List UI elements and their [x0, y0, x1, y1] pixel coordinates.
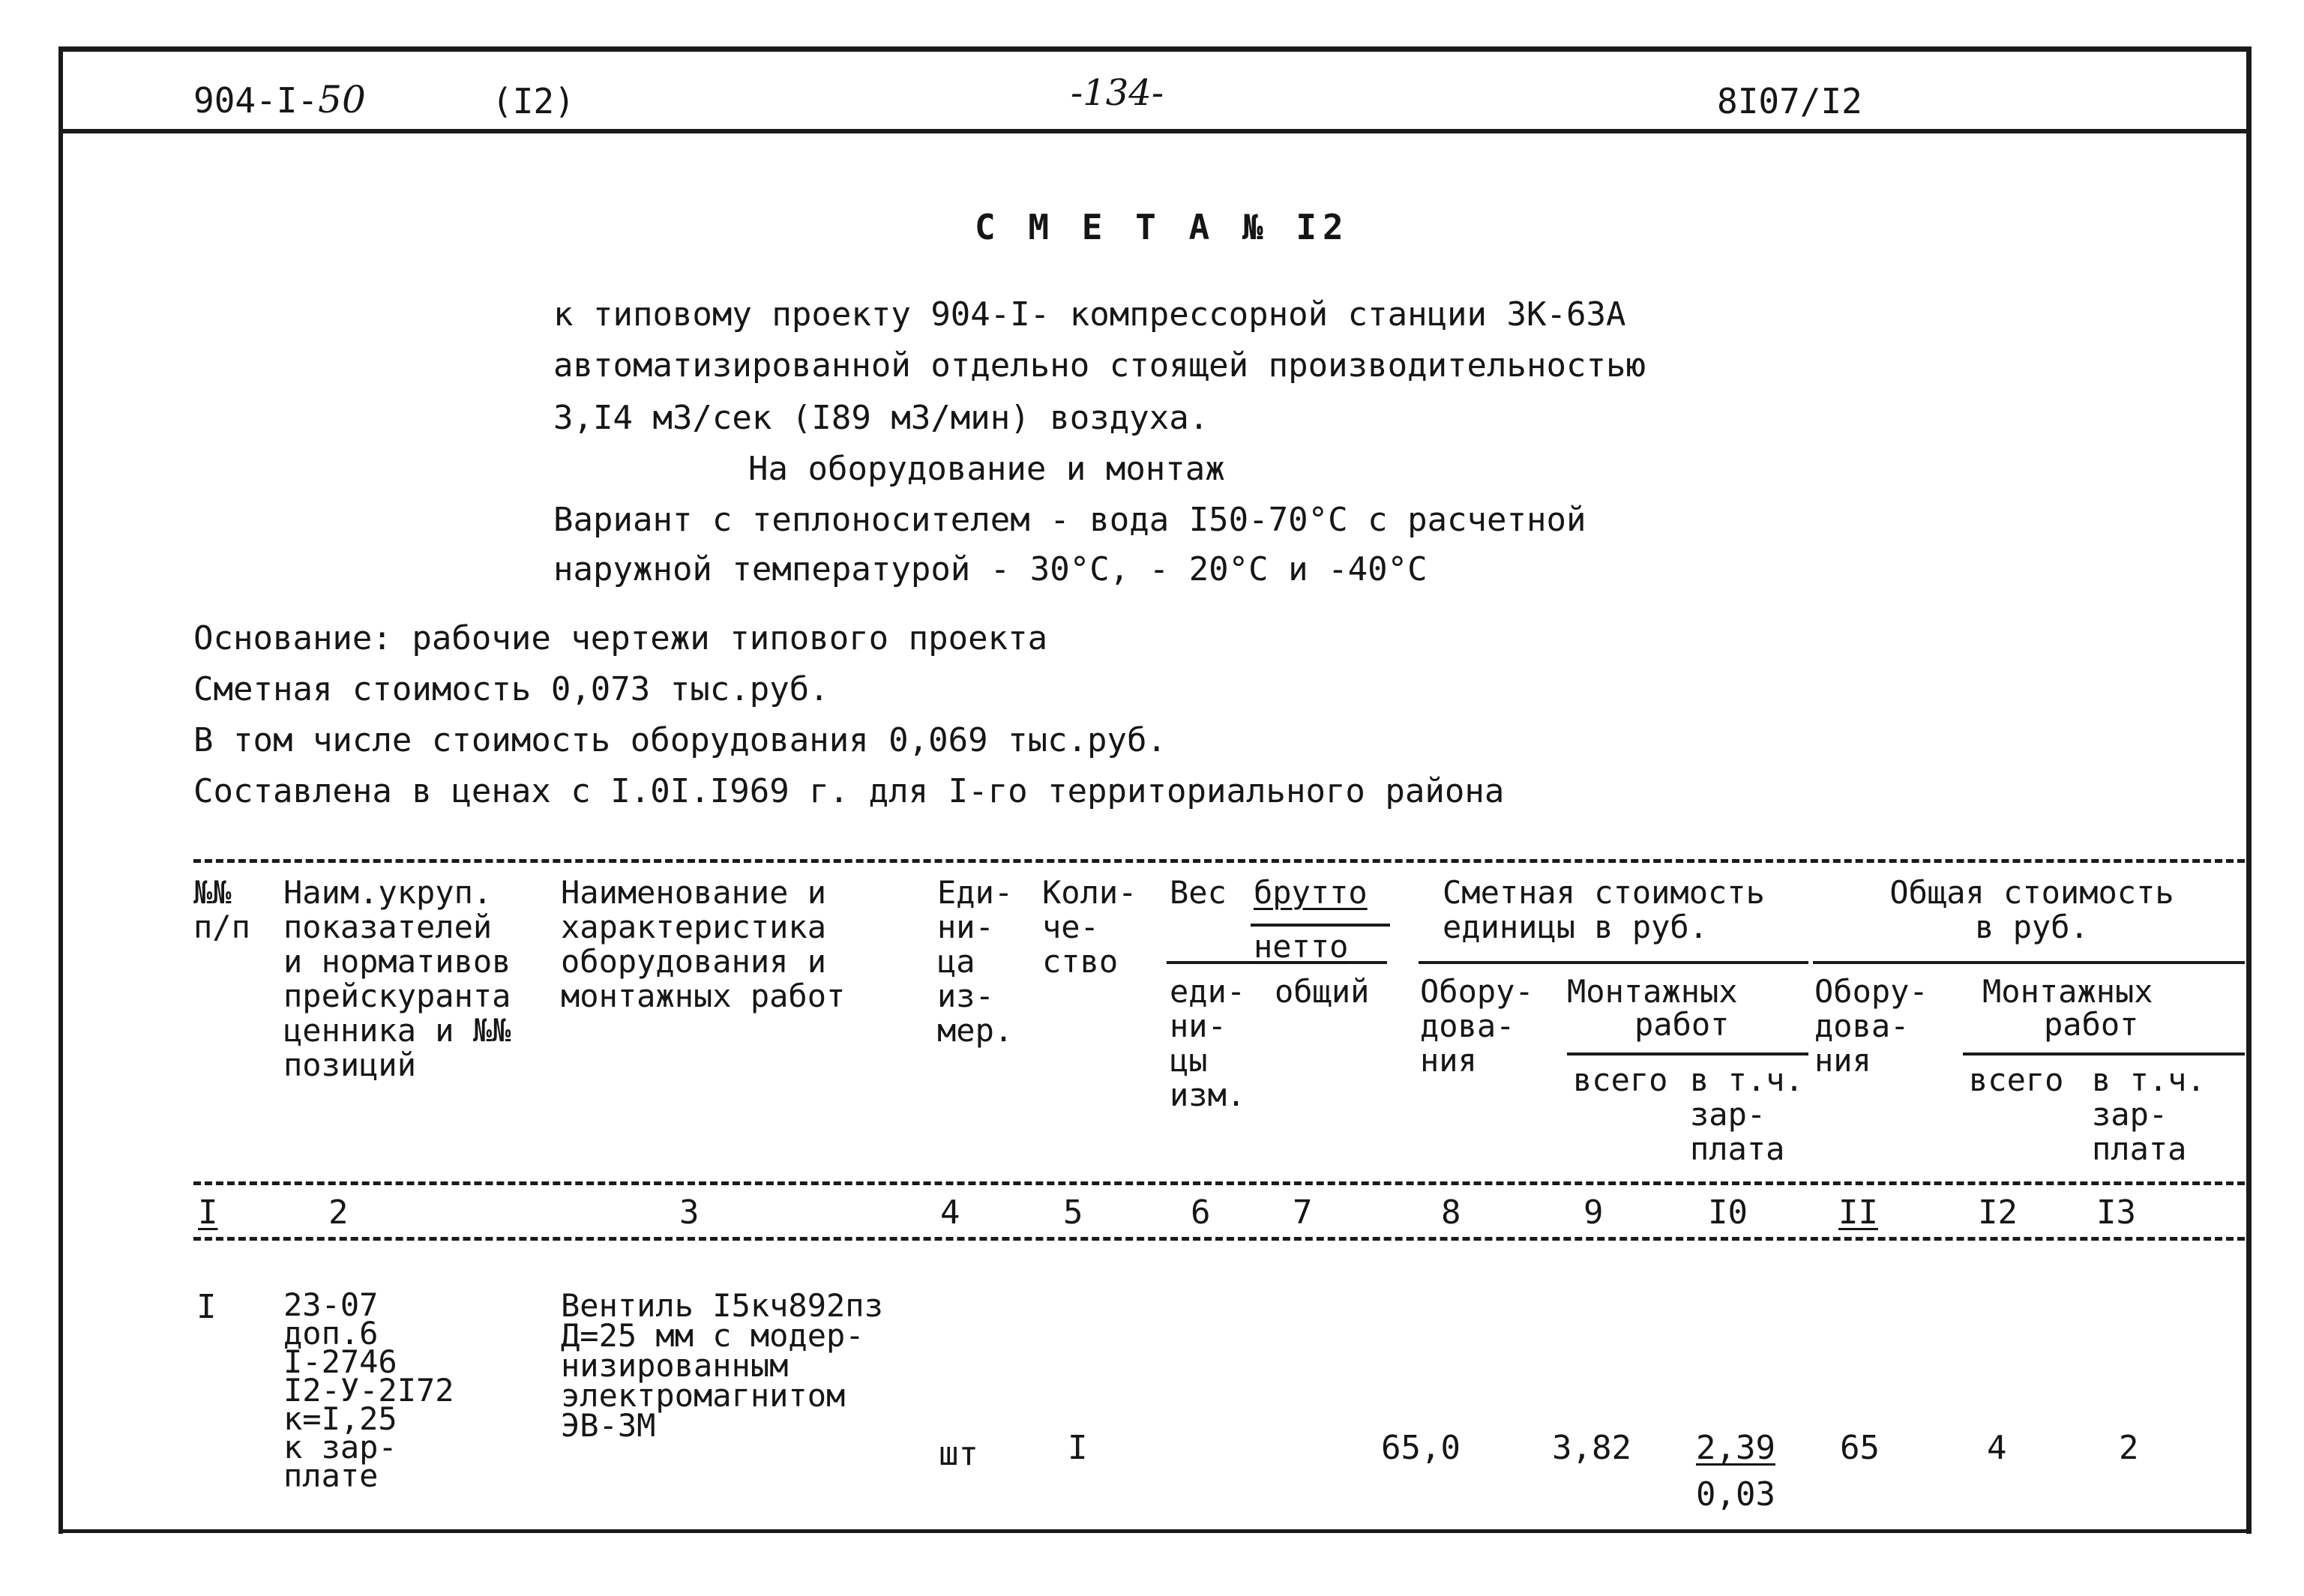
header-total-mount-2: работ	[2044, 1006, 2139, 1043]
colnum-8: 8	[1441, 1193, 1461, 1232]
header-weight-netto: нетто	[1254, 928, 1349, 965]
header-unit-equip: Обору- дова- ния	[1420, 973, 1534, 1079]
total-mount-subrule	[1963, 1053, 2245, 1056]
colnum-13: I3	[2096, 1193, 2136, 1232]
estimated-cost-line: Сметная стоимость 0,073 тыс.руб.	[193, 670, 829, 708]
basis-line: Основание: рабочие чертежи типового проекта	[193, 619, 1048, 657]
total-cost-subrule	[1813, 961, 2245, 964]
title-line-3: 3,I4 м3/сек (I89 м3/мин) воздуха.	[553, 399, 1209, 437]
row-total-mount-wage: 2	[2119, 1429, 2139, 1467]
title-subtitle: На оборудование и монтаж	[748, 450, 1225, 488]
row-total-mount-total: 4	[1987, 1429, 2007, 1467]
header-weight: Вес	[1170, 874, 1227, 911]
page-title: С М Е Т А № I2	[975, 207, 1350, 247]
doc-code-handwritten: 50	[318, 78, 366, 121]
colnum-7: 7	[1293, 1193, 1313, 1232]
header-unit-mount-wage: в т.ч. зар- плата	[1690, 1062, 1804, 1167]
variant-line-1: Вариант с теплоносителем - вода I50-70°С с расчетной	[553, 501, 1586, 539]
colnum-4: 4	[940, 1193, 960, 1232]
table-colnum-bottom-rule	[193, 1237, 2245, 1241]
unit-mount-subrule	[1567, 1053, 1808, 1056]
frame-bottom-border	[58, 1529, 2251, 1533]
header-unit-mount: Монтажных	[1567, 973, 1738, 1010]
colnum-11: II	[1838, 1193, 1878, 1232]
colnum-9: 9	[1583, 1193, 1604, 1232]
title-line-1: к типовому проекту 904-I- компрессорной станции ЗК-63А	[553, 295, 1626, 334]
row-code: 23-07 доп.6 I-2746 I2-У-2I72 к=I,25 к зар- плате	[283, 1286, 454, 1494]
header-unit-mount-2: работ	[1634, 1006, 1730, 1043]
frame-right-border	[2246, 46, 2252, 1534]
doc-part: (I2)	[492, 81, 575, 121]
colnum-6: 6	[1191, 1193, 1211, 1232]
colnum-12: I2	[1978, 1193, 2018, 1232]
row-unit: шт	[939, 1435, 978, 1473]
row-total-equip: 65	[1840, 1429, 1880, 1467]
header-divider	[63, 129, 2246, 133]
header-qty: Коли- че- ство	[1042, 874, 1137, 980]
row-num: I	[196, 1288, 217, 1326]
colnum-5: 5	[1063, 1193, 1083, 1232]
header-name: Наименование и характеристика оборудования и монтажных работ	[561, 874, 846, 1014]
doc-code	[193, 78, 366, 121]
header-total-mount-wage: в т.ч. зар- плата	[2092, 1062, 2206, 1167]
frame-left-border	[58, 46, 63, 1534]
title-line-2: автоматизированной отдельно стоящей производительностью	[553, 346, 1646, 385]
header-total-equip: Обору- дова- ния	[1814, 973, 1928, 1079]
row-qty: I	[1068, 1429, 1088, 1467]
prices-line: Составлена в ценах с I.0I.I969 г. для I-го территориального района	[193, 772, 1505, 810]
header-weight-total: общий	[1275, 973, 1370, 1010]
header-code: Наим.укруп. показателей и нормативов прейскуранта ценника и №№ позиций	[283, 874, 511, 1083]
row-name: Вентиль I5кч892пз Д=25 мм с модер- низированным электромагнитом ЭВ-3М	[561, 1287, 883, 1444]
table-header-bottom-rule	[193, 1181, 2245, 1185]
header-total-mount: Монтажных	[1982, 973, 2153, 1010]
frame-top-border	[58, 46, 2251, 52]
row-unit-mount-total: 3,82	[1552, 1429, 1631, 1467]
header-unit-cost-group: Сметная стоимость единицы в руб.	[1443, 874, 1765, 945]
page-number: -134-	[1071, 72, 1164, 114]
doc-code-prefix: 904-I-	[193, 80, 319, 121]
colnum-10: I0	[1708, 1193, 1748, 1232]
header-unit: Еди- ни- ца из- мер.	[937, 874, 1014, 1049]
header-total-cost-group: Общая стоимость в руб.	[1889, 874, 2174, 945]
table-top-rule	[193, 859, 2245, 863]
colnum-3: 3	[679, 1193, 700, 1232]
doc-number: 8I07/I2	[1717, 81, 1862, 121]
colnum-2: 2	[328, 1193, 349, 1232]
row-unit-equip: 65,0	[1381, 1429, 1461, 1467]
brutto-netto-rule	[1251, 924, 1390, 927]
colnum-1: I	[198, 1193, 218, 1232]
header-total-mount-total: всего	[1969, 1062, 2064, 1098]
header-num: №№ п/п	[193, 874, 250, 945]
header-unit-mount-total: всего	[1573, 1062, 1668, 1098]
row-unit-mount-wage: 2,39	[1696, 1429, 1775, 1467]
header-weight-brutto: брутто	[1254, 874, 1368, 911]
header-weight-unit: еди- ни- цы изм.	[1170, 973, 1246, 1113]
unit-cost-subrule	[1419, 961, 1808, 964]
equipment-cost-line: В том числе стоимость оборудования 0,069 тыс.руб.	[193, 721, 1167, 759]
row-unit-mount-wage-sub: 0,03	[1696, 1475, 1775, 1514]
variant-line-2: наружной температурой - 30°С, - 20°С и -40°С	[553, 550, 1428, 588]
